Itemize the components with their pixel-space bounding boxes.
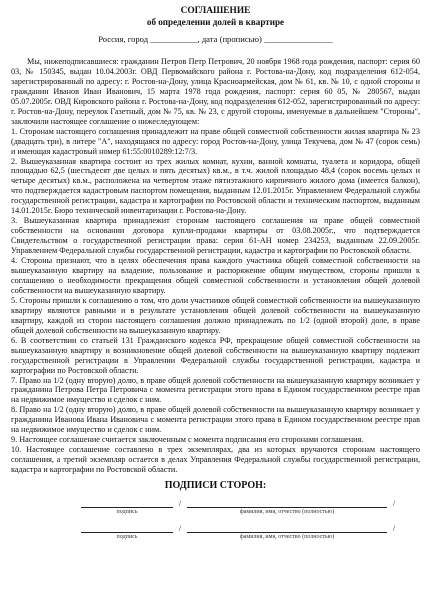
full-name-line — [187, 523, 387, 533]
separator-slash: / — [392, 524, 396, 534]
signature-line — [81, 498, 173, 508]
signature-field-1[interactable] — [81, 498, 173, 516]
place-prefix: Россия, город — [98, 34, 149, 44]
clause-5: 5. Стороны пришли к соглашению о том, что доли участников общей совместной собственности на вышеуказанную квартиру являются равными и в результате установления общей долевой собственности на вышеуказанную квартиру, каждой из сторон настоящего соглашения должно принадлежать по 1/2 (одной второй) доле, в праве общей долевой собственности на вышеуказанную квартиру. — [11, 295, 420, 335]
date-label: , дата (прописью) — [197, 34, 262, 44]
clause-4: 4. Стороны признают, что в целях обеспечения права каждого участника общей совместной собственности на вышеуказанную квартиру на владение, пользование и распоряжение общим имуществом, стороны пришли к соглашению о необходимости прекращения общей совместной собственности и установления общей долевой собственности на вышеуказанную квартиру. — [11, 256, 420, 295]
full-name-field-2[interactable] — [187, 523, 387, 541]
full-name-field-1[interactable] — [187, 498, 387, 516]
date-blank: ________________ — [264, 34, 333, 44]
signature-row-1 — [11, 498, 420, 520]
full-name-line — [187, 498, 387, 508]
document-subtitle: об определении долей в квартире — [146, 17, 285, 27]
signature-row-2 — [11, 523, 420, 545]
signature-line — [81, 523, 173, 533]
clause-8: 8. Право на 1/2 (одну вторую) долю, в праве общей долевой собственности на вышеуказанную квартиру возникает у гражданина Иванова Ивана Ивановича с момента регистрации этого права в Едином государственном реестре прав на недвижимое имущество и сделок с ним. — [11, 405, 420, 435]
clause-9: 9. Настоящее соглашение считается заключенным с момента подписания его сторонами соглашения. — [11, 435, 364, 445]
signature-caption: подпись — [116, 509, 138, 516]
separator-slash: / — [178, 524, 182, 534]
place-date-line — [11, 34, 420, 45]
signatures-heading: ПОДПИСИ СТОРОН: — [164, 480, 267, 492]
clause-7: 7. Право на 1/2 (одну вторую) долю, в праве общей долевой собственности на вышеуказанную квартиру возникает у гражданина Петрова Петра Петровича с момента регистрации этого права в Едином государственном реестре прав на недвижимое имущество и сделок с ним. — [11, 375, 420, 405]
document-title: СОГЛАШЕНИЕ — [180, 6, 251, 16]
clause-2: 2. Вышеуказанная квартира состоит из трех жилых комнат, кухни, ванной комнаты, туалета и коридора, общей площадью 62,5 (шестьдесят две целых и пять десятых) кв.м., в т.ч. жилой площадью 48,4 (сорок восемь целых и четыре десятых) кв.м., расположена на четвертом этаже пятиэтажного кирпичного жилого дома (имеется балкон), что подтверждается кадастровым паспортом помещения, выданным 12.01.2015г. Управлением Федеральной службы государственной регистрации, кадастра и картографии по Ростовской области и техническим паспортом, выданным 14.01.2015г. Бюро технической инвентаризации г. Ростова-на-Дону. — [11, 156, 420, 216]
clause-1: 1. Сторонам настоящего соглашения принадлежит на праве общей совместной собственности жилая квартира № 23 (двадцать три), в литере "А", находящаяся по адресу: город Ростов-на-Дону, улица Текучева, дом № 47 (сорок семь) и имеющая кадастровый номер 61:55:0010289:12:7/3. — [11, 126, 420, 156]
clause-10: 10. Настоящее соглашение составлено в трех экземплярах, два из которых вручаются сторонам настоящего соглашения, а третий экземпляр остается в делах Управления Федеральной службы государственной регистрации, кадастра и картографии по Ростовской области. — [11, 445, 420, 475]
full-name-caption: фамилия, имя, отчество (полностью) — [239, 509, 335, 516]
city-blank: ___________ — [150, 34, 198, 44]
signature-field-2[interactable] — [81, 523, 173, 541]
signature-caption: подпись — [116, 534, 138, 541]
separator-slash: / — [392, 499, 396, 509]
separator-slash: / — [178, 499, 182, 509]
full-name-caption: фамилия, имя, отчество (полностью) — [239, 534, 335, 541]
clause-6: 6. В соответствии со статьей 131 Гражданского кодекса РФ, прекращение общей совместной собственности на вышеуказанную квартиру и возникновение общей долевой собственности на вышеуказанную квартиру подлежит государственной регистрации в Управлении Федеральной службы государственной регистрации, кадастра и картографии по Ростовской области. — [11, 335, 420, 375]
preamble-paragraph: Мы, нижеподписавшиеся: гражданин Петров Петр Петрович, 20 ноября 1968 года рождения, паспорт: серия 60 03, № 150345, выдан 10.04.2003г. ОВД Первомайского района г. Ростова-на-Дону, код подразделения 612-054, зарегистрированный по адресу: г. Ростов-на-Дону, улица Красноармейская, дом № 61, кв. № 10, с одной стороны и гражданин Иванов Иван Иванович, 15 марта 1978 года рождения, паспорт: серия 60 05, № 280567, выдан 05.07.2005г. ОВД Кировского района г. Ростова-на-Дону, код подразделения 612-052, зарегистрированный по адресу: г. Ростов-на-Дону, переулок Газетный, дом № 75, кв. № 23, с другой стороны, именуемые в дальнейшем "Стороны", заключили настоящее соглашение о нижеследующем: — [11, 57, 420, 126]
clause-3: 3. Вышеуказанная квартира принадлежит сторонам настоящего соглашения на праве общей совместной собственности на основании договора купли-продажи квартиры от 03.08.2005г., что подтверждается Свидетельством о государственной регистрации права: серия 61-АН номер 234253, выданным 22.09.2005г. Управлением Федеральной службы государственной регистрации, кадастра и картографии по Ростовской области. — [11, 216, 420, 256]
